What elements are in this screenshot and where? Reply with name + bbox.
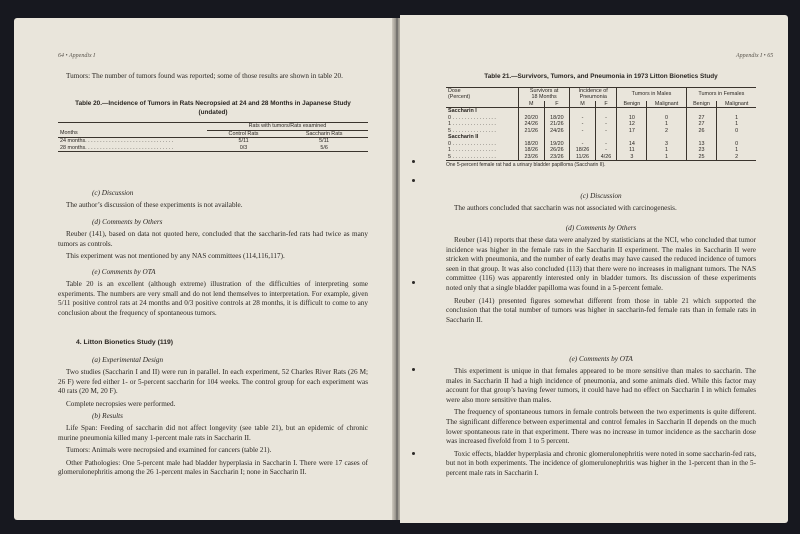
table21-h-dose: Dose — [446, 87, 519, 94]
right-ota-head: (e) Comments by OTA — [569, 355, 633, 363]
table20 — [58, 122, 368, 152]
left-discussion-head: (c) Discussion — [92, 189, 134, 197]
table21-body — [446, 108, 756, 161]
table20-col-control: Control Rats — [207, 130, 280, 138]
right-others-p1: Reuber (141) reports that these data were analyzed by statisticians at the NCI, who concluded that tumor incidence was higher in the female rats in the Saccharin II experiment. The males in Saccharin II were stricken with pneumonia, and the number of early deaths may have caused the reduced incidence of tumors seen in that group. It was also concluded (113) that there were no increases in malignant tumors. The NAS committee (116) was apparently interested only in bladder tumors. Its discussion of these experiments noted only that a single bladder papilloma was found in a 5-percent female. — [446, 236, 756, 292]
binder-hole — [412, 452, 415, 455]
table21-cell-empty — [647, 108, 686, 115]
table20-cell: 5/11 — [238, 138, 249, 144]
table21-block — [446, 73, 756, 168]
binder-hole — [412, 179, 415, 182]
right-others-head: (d) Comments by Others — [565, 224, 637, 232]
table21-h-pneumonia: Incidence of — [570, 87, 617, 94]
table21-cell: 26/26 — [544, 147, 570, 154]
table21-h-f: F — [544, 101, 570, 108]
right-ota-p1: This experiment is unique in that females appeared to be more sensitive than males to saccharin. The males in Saccharin II had a high incidence of pneumonia, and some animals died. While this factor may account for that group’s having fewer tumors, it could have had no effect on Saccharin I in which females were also more sensitive than males. — [446, 367, 756, 404]
table21-cell-empty — [570, 108, 596, 115]
table21-title: Table 21.—Survivors, Tumors, and Pneumonia in 1973 Litton Bionetics Study — [484, 73, 718, 80]
right-discussion-head: (c) Discussion — [580, 192, 622, 200]
table21-cell: 12 — [617, 121, 647, 128]
table21-dose-label: 1 . . . . . . . . . . . . . . . — [446, 121, 519, 128]
table21-h-f: F — [595, 101, 617, 108]
table21-cell: 27 — [686, 115, 717, 122]
design-p1: Two studies (Saccharin I and II) were run in parallel. In each experiment, 52 Charles River Rats (26 M; 26 F) were fed either 1- or 5-percent saccharin for 104 weeks. The control group for each experiment was 40 rats (20 M, 20 F). — [58, 368, 368, 396]
table20-group-header: Rats with tumors/Rats examined — [207, 123, 368, 131]
table21-group-label: Saccharin I — [446, 108, 519, 115]
table21-cell: 14 — [617, 141, 647, 148]
table21-cell: 21/26 — [544, 121, 570, 128]
table21-group-label: Saccharin II — [446, 134, 519, 141]
right-discussion: The authors concluded that saccharin was not associated with carcinogenesis. — [454, 204, 677, 212]
binder-hole — [412, 281, 415, 284]
table20-subtitle: (undated) — [198, 108, 228, 116]
table21-cell: - — [595, 115, 617, 122]
table21-cell: 1 — [717, 147, 756, 154]
binder-hole — [412, 368, 415, 371]
table21-cell-empty — [617, 108, 647, 115]
results-p2: Tumors: Animals were necropsied and examined for cancers (table 21). — [66, 446, 272, 455]
table21-cell: 24/26 — [519, 121, 545, 128]
table20-cell: 0/3 — [207, 145, 280, 152]
table21-cell: 0 — [717, 141, 756, 148]
table21-footnote: One 5-percent female rat had a urinary bladder papilloma (Saccharin II). — [446, 162, 606, 168]
table21-cell: 1 — [717, 115, 756, 122]
left-others-p2: This experiment was not mentioned by any NAS committees (114,116,117). — [66, 252, 285, 261]
table21-cell: 25 — [686, 154, 717, 161]
table21-cell: 11/26 — [570, 154, 596, 161]
table21-cell: 0 — [717, 128, 756, 135]
table-row — [58, 145, 368, 152]
table20-block — [58, 100, 368, 152]
table21-cell: 1 — [647, 154, 686, 161]
table21-group-row — [446, 108, 756, 115]
binder-hole — [412, 160, 415, 163]
left-ota: Table 20 is an excellent (although extreme) illustration of the difficulties of interpreting some experiments. The numbers are very small and do not lend themselves to interpretation. For example, given 5/11 positive control rats at 24 months and 0/3 positive controls at 28 months, it is difficult to come to any conclusion about the frequency of spontaneous tumors. — [58, 280, 368, 317]
table21-h-percent: (Percent) — [446, 94, 519, 101]
table21-dose-label: 5 . . . . . . . . . . . . . . . — [446, 128, 519, 135]
table21-cell: 0 — [647, 115, 686, 122]
table21-cell: 2 — [647, 128, 686, 135]
table21-cell: 10 — [617, 115, 647, 122]
table21-cell-empty — [686, 108, 717, 115]
table20-col-months: Months — [58, 130, 207, 138]
table21-cell: - — [595, 141, 617, 148]
results-head: (b) Results — [92, 412, 123, 420]
table20-cell: 5/6 — [280, 145, 368, 152]
left-page — [14, 18, 394, 520]
table21-cell: 23/26 — [544, 154, 570, 161]
table21-cell: 1 — [647, 121, 686, 128]
table21 — [446, 87, 756, 162]
section-4-heading: 4. Litton Bionetics Study (119) — [76, 339, 174, 346]
table20-cell: 5/11 — [319, 138, 330, 144]
table20-row-label: 28 months. . . . . . . . . . . . . . . . . . . . . . . . . . . . . . — [58, 145, 207, 152]
table21-h-malignant: Malignant — [647, 101, 686, 108]
table21-h-survivors: Survivors at — [519, 87, 570, 94]
table21-cell: 3 — [647, 141, 686, 148]
table21-cell: 2 — [717, 154, 756, 161]
table21-cell-empty — [519, 108, 545, 115]
table21-cell: 23 — [686, 147, 717, 154]
left-others-head: (d) Comments by Others — [92, 218, 163, 226]
table21-h-m: M — [570, 101, 596, 108]
right-running-header: Appendix I • 65 — [736, 53, 774, 59]
right-ota-p3: Toxic effects, bladder hyperplasia and chronic glomerulonephritis were noted in some saccharin-fed rats, but not in both experiments. The incidence of glomerulonephritis was higher in the 1-percent than in the 5-percent male rats in Saccharin I. — [446, 449, 756, 477]
table21-cell: 13 — [686, 141, 717, 148]
left-intro: Tumors: The number of tumors found was reported; some of those results are shown in table 20. — [66, 72, 343, 80]
results-p3: Other Pathologies: One 5-percent male had bladder hyperplasia in Saccharin I. There were 17 cases of glomerulonephritis among the 26 1-percent males in Saccharin I; none in Saccharin II. — [58, 458, 368, 477]
table21-h-malignant: Malignant — [717, 101, 756, 108]
table21-cell: - — [595, 128, 617, 135]
right-ota-p2: The frequency of spontaneous tumors in female controls between the two experiments is quite different. The significant difference between experimental and control females in Saccharin II depends on the much lower spontaneous rate in that experiment. There was no increase in tumor incidence as the saccharin dose was increased fivefold from 1 to 5 percent. — [446, 408, 756, 446]
table21-cell: 26 — [686, 128, 717, 135]
left-running-header: 64 • Appendix I — [58, 53, 96, 59]
table20-col-saccharin: Saccharin Rats — [280, 130, 368, 138]
table21-cell-empty — [544, 108, 570, 115]
table21-cell: - — [570, 128, 596, 135]
table21-cell: 27 — [686, 121, 717, 128]
table21-cell: - — [570, 141, 596, 148]
table21-dose-label: 0 . . . . . . . . . . . . . . . — [446, 141, 519, 148]
table21-cell-empty — [717, 108, 756, 115]
right-page — [400, 15, 788, 523]
table-row — [446, 154, 756, 161]
table21-cell: - — [570, 115, 596, 122]
table21-dose-label: 0 . . . . . . . . . . . . . . . — [446, 115, 519, 122]
table21-cell: 18/20 — [519, 141, 545, 148]
design-head: (a) Experimental Design — [92, 356, 164, 364]
table21-dose-label: 1 . . . . . . . . . . . . . . . — [446, 147, 519, 154]
table21-cell: - — [570, 121, 596, 128]
table21-cell-empty — [595, 108, 617, 115]
table21-cell: 24/26 — [544, 128, 570, 135]
table21-cell: - — [595, 121, 617, 128]
table21-cell: 4/26 — [595, 154, 617, 161]
table21-cell: 19/20 — [544, 141, 570, 148]
table21-dose-label: 5 . . . . . . . . . . . . . . . — [446, 154, 519, 161]
table21-cell: 1 — [717, 121, 756, 128]
table21-h-tumors-males: Tumors in Males — [617, 87, 686, 101]
table21-h-pneumonia-2: Pneumonia — [570, 94, 617, 101]
design-p2: Complete necropsies were performed. — [66, 399, 176, 408]
table21-h-benign: Benign — [686, 101, 717, 108]
table21-cell: 11 — [617, 147, 647, 154]
table21-h-m: M — [519, 101, 545, 108]
table21-cell: - — [595, 147, 617, 154]
left-others-p1: Reuber (141), based on data not quoted here, concluded that the saccharin-fed rats had twice as many tumors as controls. — [58, 230, 368, 248]
table21-h-survivors-2: 18 Months — [519, 94, 570, 101]
table20-title: Table 20.—Incidence of Tumors in Rats Necropsied at 24 and 28 Months in Japanese Study — [75, 100, 351, 107]
table21-cell: 17 — [617, 128, 647, 135]
table21-h-benign: Benign — [617, 101, 647, 108]
results-p1: Life Span: Feeding of saccharin did not affect longevity (see table 21), but an epidemic of chronic murine pneumonia killed many 1-percent male rats in Saccharin II. — [58, 424, 368, 442]
table20-row-label: 24 months. . . . . . . . . . . . . . . . . . . . . . . . . . . . . . — [60, 138, 174, 144]
left-discussion: The author’s discussion of these experiments is not available. — [66, 201, 243, 209]
table21-cell: 20/20 — [519, 115, 545, 122]
table-row — [58, 138, 368, 145]
left-ota-head: (e) Comments by OTA — [92, 268, 156, 276]
table21-h-tumors-females: Tumors in Females — [686, 87, 756, 101]
table21-cell: 18/26 — [519, 147, 545, 154]
table21-cell: 1 — [647, 147, 686, 154]
table21-cell: 18/26 — [570, 147, 596, 154]
right-others-p2: Reuber (141) presented figures somewhat different from those in table 21 which supported the conclusion that the total number of tumors was higher in saccharin-fed female rats than in female rats in Saccharin II. — [446, 296, 756, 324]
table21-cell: 21/26 — [519, 128, 545, 135]
table21-cell: 18/20 — [544, 115, 570, 122]
table21-cell: 23/26 — [519, 154, 545, 161]
table21-cell: 3 — [617, 154, 647, 161]
